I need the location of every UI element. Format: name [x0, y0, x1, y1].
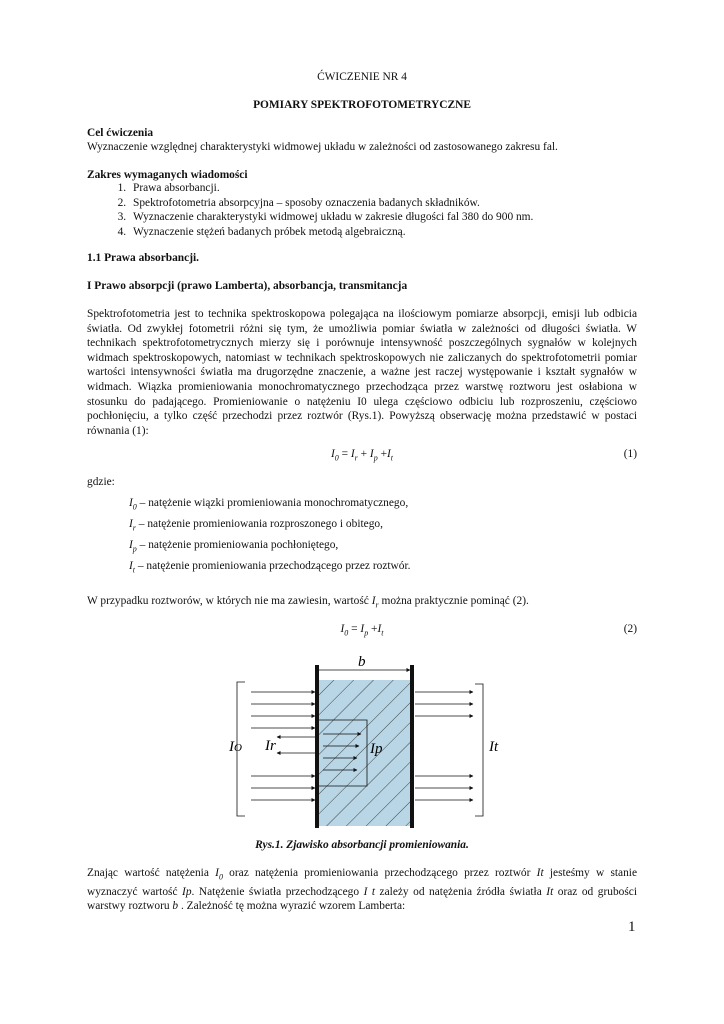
solution-hatching — [317, 680, 411, 826]
paragraph-lambert: Znając wartość natężenia $I_0$ oraz natężenia promieniowania przechodzącego przez roztwór It jesteśmy w stanie wyznaczyć wartość Ip. Natężenie światła przechodzącego I t zależy od natężenia źródła światła It oraz od grubości warstwy roztworu b . Zależność tę można wyrazić wzorem Lamberta: — [87, 867, 638, 913]
list-item: 1. Prawa absorbancji. — [129, 181, 637, 196]
page-number: 1 — [628, 919, 636, 935]
scope-heading: Zakres wymaganych wiadomości — [87, 169, 248, 181]
absorbed-label: Ip — [370, 741, 383, 757]
paragraph-intro: Spektrofotometria jest to technika spektroskopowa polegająca na ilościowym pomiarze absorpcji, emisji lub odbicia światła. Od zwykłej fotometrii różni się tym, że umożliwia pomiar światła w zależności od długości światła. W technikach spektrofotometrycznych mierzy się i porównuje intensywność poszczególnych sygnałów w kolejnych widmach spektroskopowych, natomiast w technikach spektroskopowych nie zaliczanych do spektrofotometrii pomiar wartości intensywności światła ma drugorzędne znaczenie, a ważne jest raczej występowanie i kształt sygnałów w widmach. Wiązka promieniowania monochromatycznego przechodząca przez warstwę roztworu jest osłabiona w stosunku do padającego. Promieniowanie o natężeniu I0 ulega częściowo odbiciu lub rozproszeniu, częściowo pochłonięciu, a tylko część przechodzi przez roztwór (Rys.1). Powyższą obserwację można przedstawić w postaci równania (1): — [87, 308, 637, 437]
goal-heading: Cel ćwiczenia — [87, 127, 154, 139]
equation-1-number: (1) — [623, 448, 637, 460]
list-item: 2. Spektrofotometria absorpcyjna – sposoby oznaczenia badanych składników. — [129, 196, 637, 211]
equation-2-number: (2) — [623, 623, 637, 635]
transmitted-rays — [415, 692, 473, 800]
section-subheading: I Prawo absorpcji (prawo Lamberta), absorbancja, transmitancja — [87, 280, 408, 292]
section-heading: 1.1 Prawa absorbancji. — [87, 252, 200, 264]
goal-text: Wyznaczenie względnej charakterystyki widmowej układu w zależności od zastosowanego zakresu fal. — [87, 141, 558, 153]
incident-intensity-label: IO — [229, 739, 242, 755]
equation-1 — [87, 447, 637, 463]
incident-rays — [251, 692, 315, 800]
list-item: 4. Wyznaczenie stężeń badanych próbek metodą algebraiczną. — [129, 225, 637, 240]
definition-item: $I_0$ – natężenie wiązki promieniowania monochromatycznego, — [129, 497, 409, 512]
absorbance-figure — [225, 650, 500, 832]
list-item: 3. Wyznaczenie charakterystyki widmowej układu w zakresie długości fal 380 do 900 nm. — [129, 210, 637, 225]
figure-caption: Rys.1. Zjawisko absorbancji promieniowania. — [255, 839, 469, 851]
exercise-number: ĆWICZENIE NR 4 — [317, 71, 407, 83]
reflected-label: Ir — [265, 738, 276, 754]
paragraph-no-suspension: W przypadku roztworów, w których nie ma zawiesin, wartość $I_r$ można praktycznie pominąć (2). — [87, 595, 529, 610]
page-title: POMIARY SPEKTROFOTOMETRYCZNE — [253, 99, 471, 111]
equation-2 — [87, 622, 637, 638]
definition-item: $I_t$ – natężenie promieniowania przechodzącego przez roztwór. — [129, 560, 411, 575]
definition-item: $I_r$ – natężenie promieniowania rozproszonego i obitego, — [129, 518, 383, 533]
reflected-rays — [277, 737, 315, 753]
scope-list — [87, 181, 637, 239]
equation-1-formula: $I_0 = I_r + I_p +I_t$ — [330, 448, 394, 463]
transmitted-intensity-label: It — [489, 739, 499, 755]
transmitted-bracket — [475, 684, 483, 816]
equation-2-formula: $I_0 = I_p +I_t$ — [340, 623, 384, 638]
thickness-label: b — [358, 654, 366, 670]
where-label: gdzie: — [87, 476, 115, 488]
definition-item: $I_p$ – natężenie promieniowania pochłoniętego, — [129, 539, 339, 554]
